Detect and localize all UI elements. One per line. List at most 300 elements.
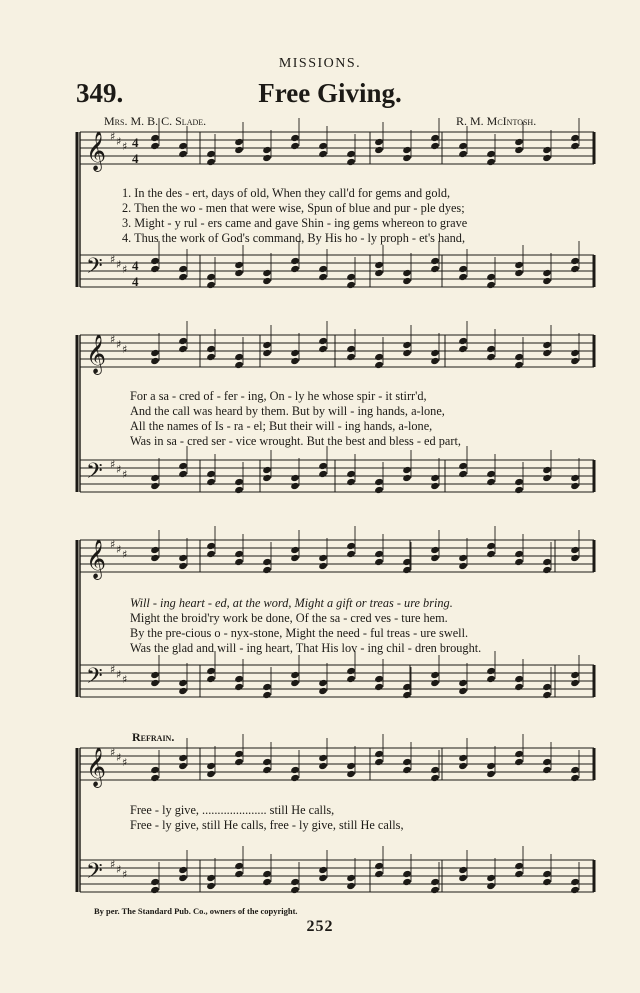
- note-head: [514, 269, 524, 277]
- note-head: [458, 562, 468, 570]
- note-head: [542, 870, 552, 878]
- note-head: [318, 345, 328, 353]
- note-head: [570, 482, 580, 490]
- note-head: [150, 134, 160, 142]
- note-head: [234, 361, 244, 369]
- note-head: [374, 758, 384, 766]
- note-head: [178, 142, 188, 150]
- note-head: [486, 550, 496, 558]
- note-head: [570, 134, 580, 142]
- note-head: [234, 870, 244, 878]
- note-head: [514, 550, 524, 558]
- note-head: [486, 478, 496, 486]
- note-head: [514, 558, 524, 566]
- note-head: [570, 766, 580, 774]
- verse-line: All the names of Is - ra - el; But their will - ing hands, a-lone,: [130, 419, 433, 433]
- note-head: [374, 862, 384, 870]
- note-head: [262, 146, 272, 154]
- time-signature: 4: [132, 135, 139, 150]
- note-head: [318, 754, 328, 762]
- note-head: [318, 562, 328, 570]
- note-head: [262, 758, 272, 766]
- note-head: [570, 774, 580, 782]
- note-head: [206, 542, 216, 550]
- note-head: [262, 154, 272, 162]
- note-head: [430, 142, 440, 150]
- note-head: [430, 265, 440, 273]
- note-head: [570, 474, 580, 482]
- note-head: [206, 762, 216, 770]
- refrain-line: Free - ly give, still He calls, free - ly give, still He calls,: [130, 818, 404, 832]
- note-head: [178, 345, 188, 353]
- note-head: [262, 558, 272, 566]
- note-head: [570, 546, 580, 554]
- note-head: [178, 762, 188, 770]
- note-head: [318, 470, 328, 478]
- note-head: [486, 470, 496, 478]
- note-head: [374, 486, 384, 494]
- note-head: [486, 882, 496, 890]
- note-head: [150, 878, 160, 886]
- refrain-line: Free - ly give, ..................... still He calls,: [130, 803, 335, 817]
- note-head: [458, 142, 468, 150]
- verse-line: 2. Then the wo - men that were wise, Spun of blue and pur - ple dyes;: [122, 201, 465, 215]
- note-head: [430, 546, 440, 554]
- note-head: [570, 886, 580, 894]
- note-head: [290, 878, 300, 886]
- note-head: [178, 273, 188, 281]
- note-head: [514, 261, 524, 269]
- note-head: [206, 675, 216, 683]
- note-head: [458, 762, 468, 770]
- note-head: [346, 273, 356, 281]
- treble-clef: 𝄞: [86, 539, 107, 579]
- sharp-sign: ♯: [110, 458, 116, 471]
- note-head: [374, 361, 384, 369]
- bass-clef: 𝄢: [86, 254, 103, 284]
- note-head: [262, 341, 272, 349]
- verse-line: 3. Might - y rul - ers came and gave Shin - ing gems whereon to grave: [122, 216, 468, 230]
- note-head: [234, 146, 244, 154]
- sharp-sign: ♯: [122, 868, 128, 881]
- note-head: [570, 142, 580, 150]
- sharp-sign: ♯: [122, 468, 128, 481]
- note-head: [178, 470, 188, 478]
- note-head: [234, 138, 244, 146]
- note-head: [542, 566, 552, 574]
- refrain-label: Refrain.: [132, 730, 175, 744]
- note-head: [150, 774, 160, 782]
- note-head: [458, 265, 468, 273]
- sharp-sign: ♯: [122, 756, 128, 769]
- note-head: [150, 482, 160, 490]
- note-head: [234, 675, 244, 683]
- note-head: [290, 774, 300, 782]
- verse-line: Might the broid'ry work be done, Of the sa - cred ves - ture hem.: [130, 611, 448, 625]
- sharp-sign: ♯: [122, 343, 128, 356]
- note-head: [346, 675, 356, 683]
- note-head: [150, 671, 160, 679]
- note-head: [150, 265, 160, 273]
- note-head: [458, 866, 468, 874]
- note-head: [402, 269, 412, 277]
- note-head: [178, 554, 188, 562]
- note-head: [318, 265, 328, 273]
- note-head: [346, 345, 356, 353]
- note-head: [486, 874, 496, 882]
- note-head: [150, 766, 160, 774]
- sharp-sign: ♯: [116, 338, 122, 351]
- note-head: [542, 766, 552, 774]
- note-head: [178, 337, 188, 345]
- sharp-sign: ♯: [116, 543, 122, 556]
- note-head: [346, 353, 356, 361]
- verse-line: Was in sa - cred ser - vice wrought. But the best and bless - ed part,: [130, 434, 461, 448]
- note-head: [486, 762, 496, 770]
- note-head: [402, 870, 412, 878]
- note-head: [150, 679, 160, 687]
- sharp-sign: ♯: [110, 858, 116, 871]
- note-head: [374, 261, 384, 269]
- note-head: [402, 277, 412, 285]
- note-head: [318, 142, 328, 150]
- note-head: [430, 554, 440, 562]
- note-head: [262, 269, 272, 277]
- note-head: [318, 337, 328, 345]
- note-head: [402, 474, 412, 482]
- note-head: [542, 269, 552, 277]
- note-head: [570, 554, 580, 562]
- note-head: [206, 770, 216, 778]
- note-head: [402, 146, 412, 154]
- hymn-number: 349.: [76, 78, 124, 108]
- note-head: [514, 361, 524, 369]
- note-head: [262, 474, 272, 482]
- note-head: [430, 134, 440, 142]
- note-head: [374, 558, 384, 566]
- note-head: [542, 341, 552, 349]
- section-heading: MISSIONS.: [278, 56, 362, 71]
- note-head: [234, 478, 244, 486]
- note-head: [290, 482, 300, 490]
- note-head: [346, 158, 356, 166]
- note-head: [290, 265, 300, 273]
- sharp-sign: ♯: [110, 253, 116, 266]
- note-head: [318, 150, 328, 158]
- note-head: [318, 462, 328, 470]
- note-head: [542, 277, 552, 285]
- note-head: [570, 679, 580, 687]
- note-head: [402, 766, 412, 774]
- note-head: [486, 345, 496, 353]
- note-head: [486, 273, 496, 281]
- treble-clef: 𝄞: [86, 131, 107, 171]
- note-head: [150, 554, 160, 562]
- verse-line: Will - ing heart - ed, at the word, Might a gift or treas - ure bring.: [130, 596, 453, 610]
- note-head: [178, 754, 188, 762]
- note-head: [206, 158, 216, 166]
- note-head: [346, 478, 356, 486]
- note-head: [542, 466, 552, 474]
- note-head: [234, 862, 244, 870]
- note-head: [430, 766, 440, 774]
- note-head: [262, 766, 272, 774]
- note-head: [290, 474, 300, 482]
- note-head: [514, 870, 524, 878]
- note-head: [262, 349, 272, 357]
- note-head: [486, 542, 496, 550]
- sharp-sign: ♯: [116, 463, 122, 476]
- note-head: [346, 874, 356, 882]
- sharp-sign: ♯: [116, 668, 122, 681]
- note-head: [542, 154, 552, 162]
- note-head: [430, 474, 440, 482]
- note-head: [486, 667, 496, 675]
- note-head: [346, 882, 356, 890]
- note-head: [178, 687, 188, 695]
- note-head: [458, 754, 468, 762]
- note-head: [262, 466, 272, 474]
- note-head: [206, 353, 216, 361]
- sharp-sign: ♯: [110, 130, 116, 143]
- note-head: [206, 874, 216, 882]
- note-head: [290, 766, 300, 774]
- note-head: [206, 882, 216, 890]
- sharp-sign: ♯: [122, 140, 128, 153]
- note-head: [374, 146, 384, 154]
- note-head: [290, 134, 300, 142]
- note-head: [514, 486, 524, 494]
- note-head: [346, 762, 356, 770]
- note-head: [234, 486, 244, 494]
- note-head: [178, 150, 188, 158]
- note-head: [430, 257, 440, 265]
- sharp-sign: ♯: [110, 538, 116, 551]
- note-head: [542, 474, 552, 482]
- note-head: [486, 770, 496, 778]
- sharp-sign: ♯: [116, 135, 122, 148]
- note-head: [178, 562, 188, 570]
- note-head: [290, 679, 300, 687]
- verse-line: 1. In the des - ert, days of old, When they call'd for gems and gold,: [122, 186, 451, 200]
- note-head: [458, 273, 468, 281]
- note-head: [206, 550, 216, 558]
- note-head: [430, 774, 440, 782]
- note-head: [234, 269, 244, 277]
- note-head: [262, 691, 272, 699]
- note-head: [234, 261, 244, 269]
- page-number: 252: [306, 918, 334, 935]
- note-head: [206, 281, 216, 289]
- note-head: [290, 349, 300, 357]
- note-head: [346, 550, 356, 558]
- note-head: [514, 478, 524, 486]
- verse-line: For a sa - cred of - fer - ing, On - ly he whose spir - it stirr'd,: [130, 389, 427, 403]
- note-head: [458, 150, 468, 158]
- bass-clef: 𝄢: [86, 664, 103, 694]
- note-head: [262, 277, 272, 285]
- note-head: [514, 138, 524, 146]
- composer: R. M. McIntosh.: [456, 114, 537, 128]
- note-head: [458, 679, 468, 687]
- verse-line: By the pre-cious o - nyx-stone, Might the need - ful treas - ure swell.: [130, 626, 469, 640]
- note-head: [458, 345, 468, 353]
- note-head: [318, 554, 328, 562]
- note-head: [262, 878, 272, 886]
- note-head: [234, 353, 244, 361]
- note-head: [514, 862, 524, 870]
- verse-line: 4. Thus the work of God's command, By His ho - ly proph - et's hand,: [122, 231, 466, 245]
- note-head: [150, 257, 160, 265]
- note-head: [542, 146, 552, 154]
- note-head: [318, 273, 328, 281]
- note-head: [234, 550, 244, 558]
- note-head: [374, 478, 384, 486]
- note-head: [374, 683, 384, 691]
- note-head: [178, 265, 188, 273]
- note-head: [514, 353, 524, 361]
- note-head: [430, 886, 440, 894]
- note-head: [150, 357, 160, 365]
- verse-line: And the call was heard by them. But by will - ing hands, a-lone,: [130, 404, 445, 418]
- sharp-sign: ♯: [122, 673, 128, 686]
- note-head: [178, 679, 188, 687]
- note-head: [570, 257, 580, 265]
- note-head: [542, 683, 552, 691]
- note-head: [234, 558, 244, 566]
- note-head: [318, 874, 328, 882]
- note-head: [430, 679, 440, 687]
- note-head: [374, 550, 384, 558]
- sharp-sign: ♯: [110, 333, 116, 346]
- sharp-sign: ♯: [116, 863, 122, 876]
- sharp-sign: ♯: [122, 548, 128, 561]
- note-head: [458, 470, 468, 478]
- note-head: [430, 878, 440, 886]
- sharp-sign: ♯: [122, 263, 128, 276]
- note-head: [486, 158, 496, 166]
- copyright-notice: By per. The Standard Pub. Co., owners of the copyright.: [94, 906, 298, 916]
- note-head: [402, 154, 412, 162]
- note-head: [206, 273, 216, 281]
- note-head: [318, 687, 328, 695]
- note-head: [514, 750, 524, 758]
- note-head: [206, 470, 216, 478]
- lyricist: Mrs. M. B. C. Slade.: [104, 114, 207, 128]
- note-head: [346, 770, 356, 778]
- note-head: [346, 150, 356, 158]
- note-head: [150, 474, 160, 482]
- time-signature: 4: [132, 151, 139, 166]
- note-head: [290, 257, 300, 265]
- note-head: [290, 554, 300, 562]
- sharp-sign: ♯: [116, 751, 122, 764]
- note-head: [570, 671, 580, 679]
- note-head: [262, 683, 272, 691]
- note-head: [262, 870, 272, 878]
- note-head: [206, 478, 216, 486]
- note-head: [290, 142, 300, 150]
- note-head: [430, 349, 440, 357]
- time-signature: 4: [132, 258, 139, 273]
- note-head: [542, 349, 552, 357]
- note-head: [570, 265, 580, 273]
- sharp-sign: ♯: [110, 746, 116, 759]
- note-head: [206, 667, 216, 675]
- note-head: [430, 671, 440, 679]
- note-head: [290, 671, 300, 679]
- note-head: [262, 566, 272, 574]
- note-head: [486, 281, 496, 289]
- note-head: [486, 675, 496, 683]
- note-head: [514, 146, 524, 154]
- note-head: [458, 874, 468, 882]
- note-head: [402, 878, 412, 886]
- note-head: [150, 142, 160, 150]
- note-head: [178, 874, 188, 882]
- note-head: [514, 675, 524, 683]
- note-head: [570, 878, 580, 886]
- treble-clef: 𝄞: [86, 747, 107, 787]
- note-head: [150, 546, 160, 554]
- note-head: [402, 758, 412, 766]
- note-head: [458, 687, 468, 695]
- note-head: [150, 886, 160, 894]
- note-head: [486, 150, 496, 158]
- note-head: [374, 138, 384, 146]
- note-head: [290, 357, 300, 365]
- note-head: [542, 758, 552, 766]
- note-head: [346, 470, 356, 478]
- note-head: [514, 758, 524, 766]
- treble-clef: 𝄞: [86, 334, 107, 374]
- note-head: [402, 341, 412, 349]
- note-head: [290, 546, 300, 554]
- note-head: [542, 691, 552, 699]
- note-head: [458, 337, 468, 345]
- note-head: [234, 683, 244, 691]
- note-head: [234, 750, 244, 758]
- note-head: [430, 357, 440, 365]
- note-head: [458, 554, 468, 562]
- note-head: [374, 750, 384, 758]
- hymn-title: Free Giving.: [258, 78, 402, 108]
- note-head: [486, 353, 496, 361]
- note-head: [402, 466, 412, 474]
- note-head: [346, 542, 356, 550]
- note-head: [318, 679, 328, 687]
- note-head: [374, 870, 384, 878]
- note-head: [514, 683, 524, 691]
- note-head: [318, 866, 328, 874]
- sharp-sign: ♯: [110, 663, 116, 676]
- bass-clef: 𝄢: [86, 859, 103, 889]
- note-head: [178, 462, 188, 470]
- bass-clef: 𝄢: [86, 459, 103, 489]
- time-signature: 4: [132, 274, 139, 289]
- note-head: [150, 349, 160, 357]
- note-head: [542, 558, 552, 566]
- note-head: [290, 886, 300, 894]
- note-head: [458, 462, 468, 470]
- note-head: [570, 349, 580, 357]
- note-head: [234, 758, 244, 766]
- note-head: [206, 345, 216, 353]
- note-head: [346, 281, 356, 289]
- note-head: [542, 878, 552, 886]
- note-head: [374, 269, 384, 277]
- note-head: [318, 762, 328, 770]
